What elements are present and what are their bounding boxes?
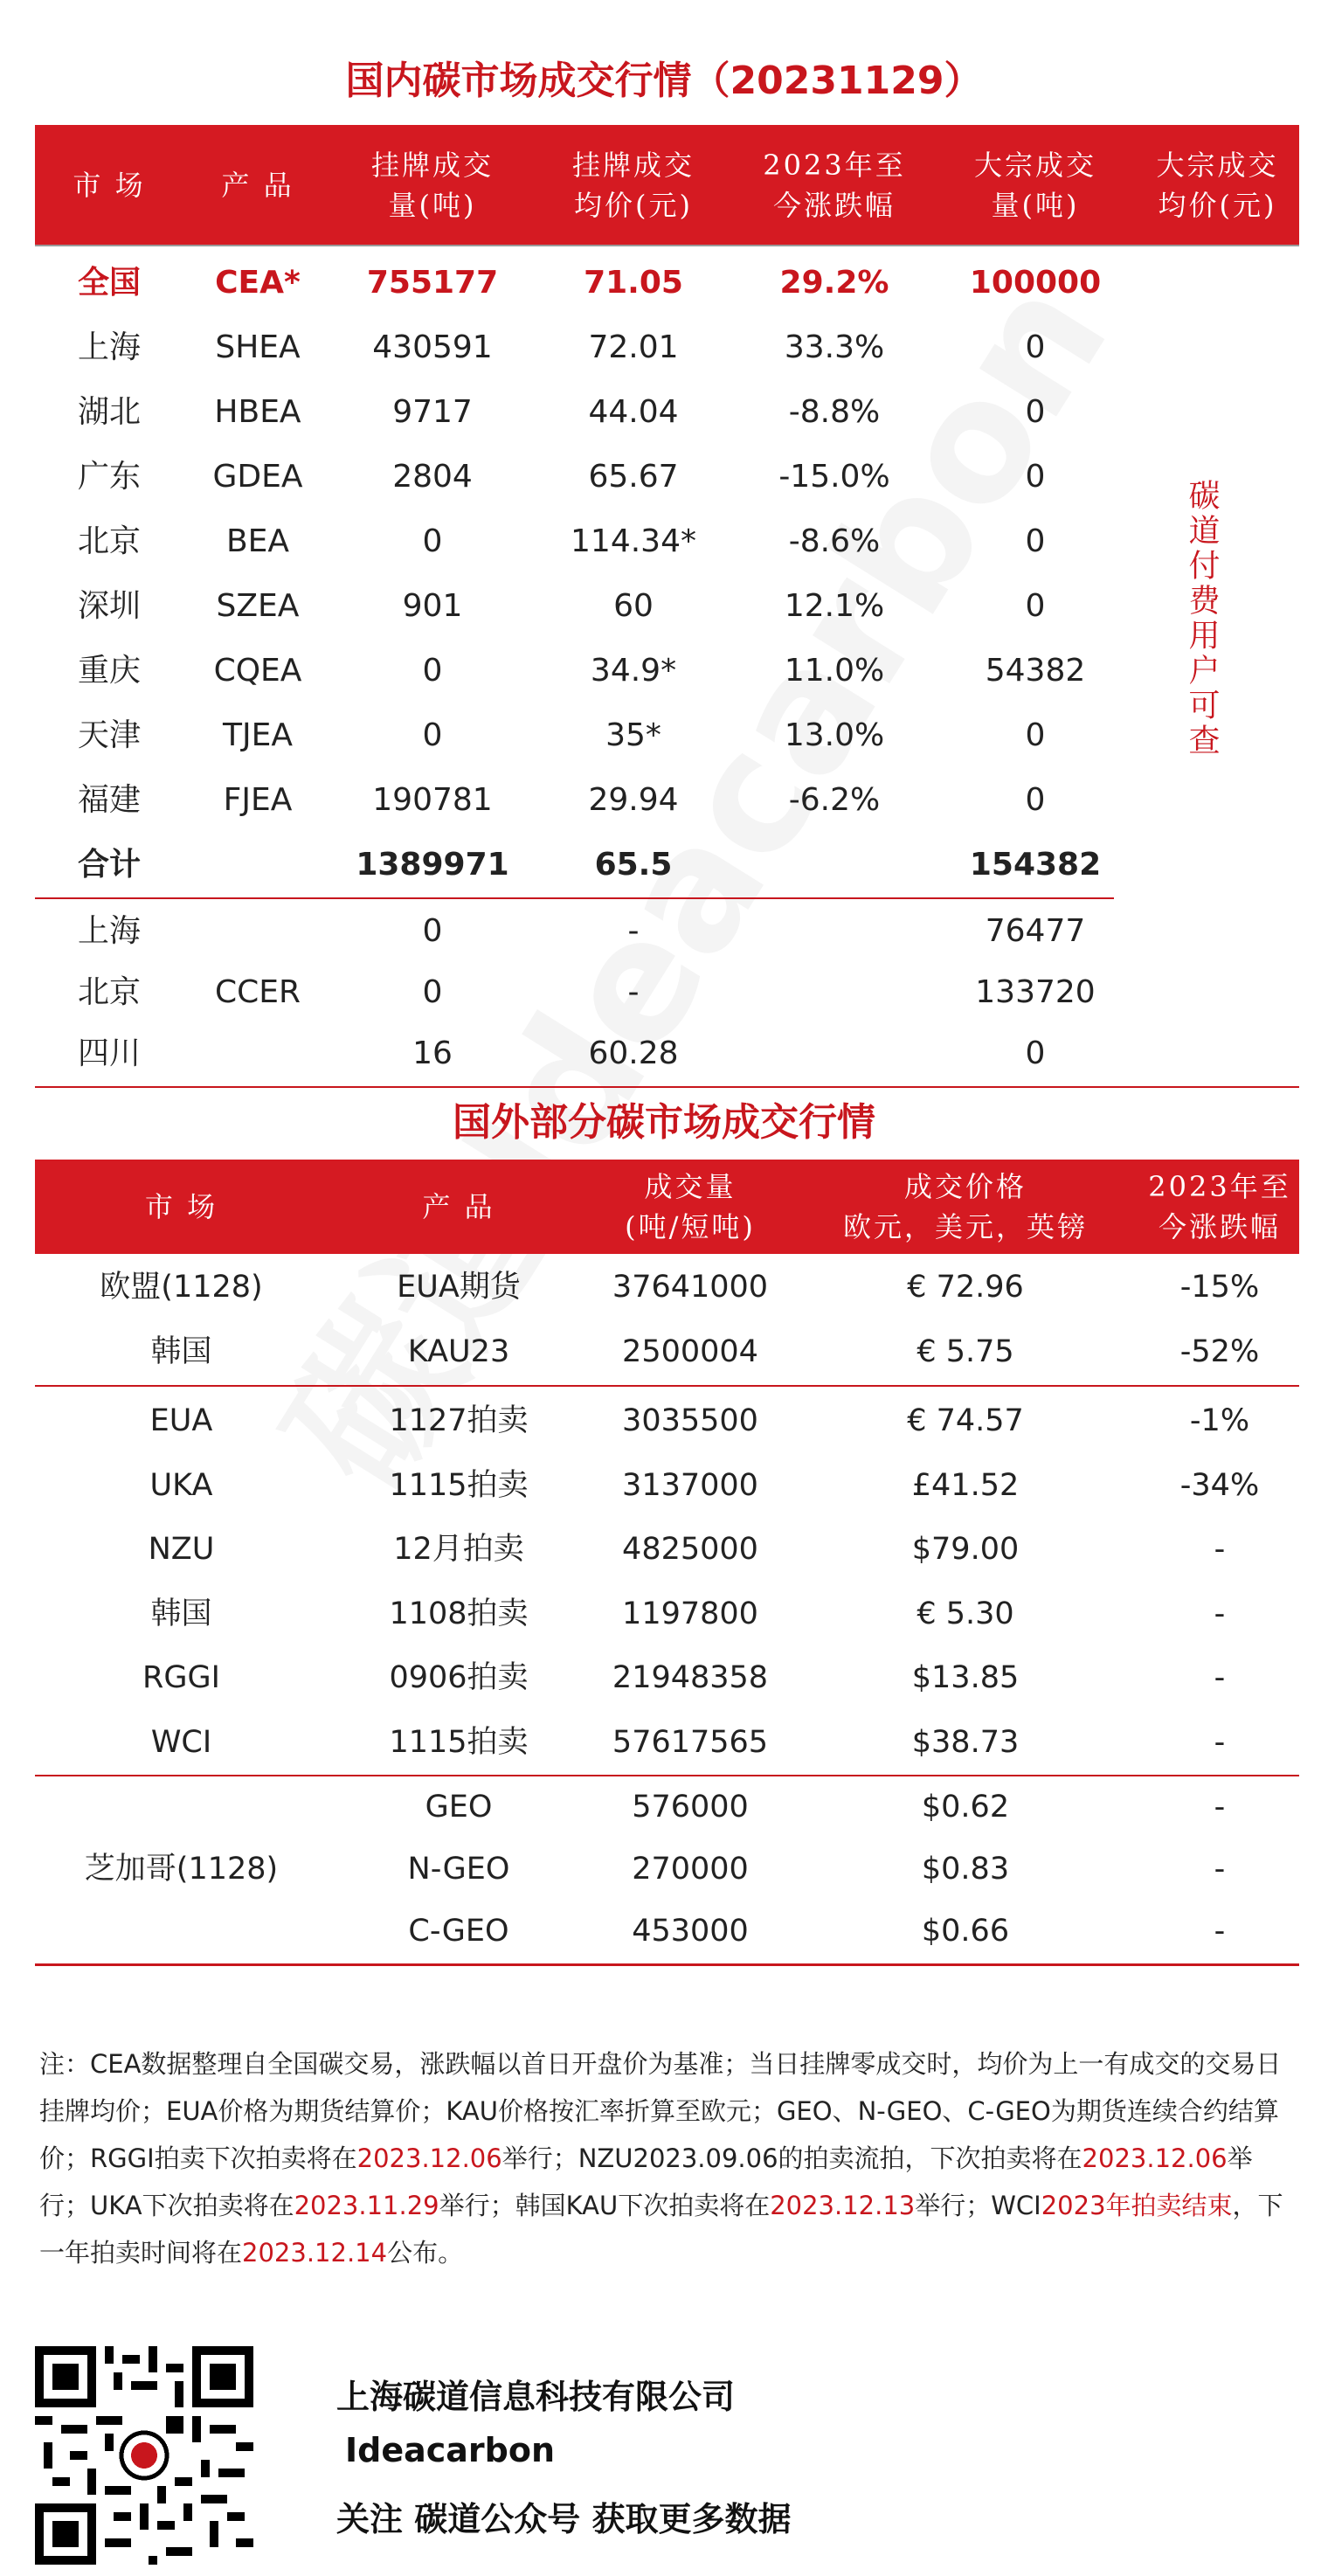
chicago-row xyxy=(35,1776,1299,1839)
cell-change: -8.8% xyxy=(788,394,881,430)
total-volume: 1389971 xyxy=(356,847,509,883)
cell-volume: 453000 xyxy=(632,1914,749,1949)
cell-bulk: 0 xyxy=(1025,782,1046,818)
table-row xyxy=(35,1582,1299,1646)
cell-product: SHEA xyxy=(215,329,301,365)
total-price: 65.5 xyxy=(594,847,673,883)
cell-market: UKA xyxy=(149,1467,213,1503)
cell-price: $38.73 xyxy=(911,1724,1020,1760)
foreign-title: 国外部分碳市场成交行情 xyxy=(453,1100,875,1145)
cell-market: RGGI xyxy=(142,1660,220,1695)
table-row xyxy=(35,315,1299,380)
cell-market: 上海 xyxy=(77,329,141,365)
cell-change: - xyxy=(1214,1852,1226,1887)
table-row xyxy=(35,639,1299,703)
cell-change: -15.0% xyxy=(778,459,890,495)
table-row xyxy=(35,1389,1299,1453)
note-date: 2023.12.13 xyxy=(770,2191,916,2220)
cell-product: KAU23 xyxy=(407,1333,510,1369)
cell-change: -34% xyxy=(1179,1467,1260,1503)
cell-bulk: 0 xyxy=(1025,394,1046,430)
table-row xyxy=(35,1646,1299,1710)
cell-change: - xyxy=(1214,1596,1226,1631)
brand-name: Ideacarbon xyxy=(345,2431,556,2469)
cell-market: 上海 xyxy=(77,913,141,949)
cell-volume: 37641000 xyxy=(612,1270,769,1305)
divider xyxy=(35,897,1114,899)
table-row xyxy=(35,380,1299,445)
follow-text: 关注 碳道公众号 获取更多数据 xyxy=(336,2500,792,2538)
cell-product: CQEA xyxy=(213,653,302,689)
header-bulk-volume: 大宗成交 量(吨) xyxy=(973,148,1096,222)
cell-price: 72.01 xyxy=(588,329,679,365)
cell-volume: 576000 xyxy=(632,1790,749,1825)
cell-price: € 72.96 xyxy=(907,1270,1024,1305)
cell-bulk: 0 xyxy=(1025,717,1046,753)
cell-market: 重庆 xyxy=(77,653,141,689)
divider xyxy=(35,1086,1299,1088)
cell-market: 欧盟(1128) xyxy=(100,1270,263,1305)
note-date: 2023.11.29 xyxy=(294,2191,439,2220)
cell-price: € 5.30 xyxy=(916,1596,1014,1631)
cell-product: C-GEO xyxy=(408,1914,509,1949)
note-text: 举行；NZU2023.09.06的拍卖流拍，下次拍卖将在 xyxy=(501,2143,1082,2173)
cell-market: 韩国 xyxy=(150,1596,212,1631)
cell-volume: 755177 xyxy=(366,265,499,301)
cell-price: 114.34* xyxy=(571,523,696,559)
header-listed-volume: 挂牌成交 量(吨) xyxy=(370,148,494,222)
cell-change: 13.0% xyxy=(784,717,885,753)
footnote xyxy=(39,2040,1297,2276)
cell-market: 天津 xyxy=(77,717,141,753)
note-text: 公布。 xyxy=(387,2238,464,2268)
cell-market: 深圳 xyxy=(77,588,141,624)
fheader-product: 产 品 xyxy=(422,1190,495,1223)
table-row xyxy=(35,703,1299,768)
note-text: 举行；UKA下次拍卖将在 xyxy=(39,2143,1253,2220)
cell-market: 广东 xyxy=(77,459,141,495)
cell-price: 71.05 xyxy=(584,265,683,301)
cell-volume: 57617565 xyxy=(612,1724,769,1760)
cell-bulk: 76477 xyxy=(985,913,1086,949)
cell-product: SZEA xyxy=(216,588,300,624)
domestic-table-header xyxy=(35,125,1299,245)
table-row xyxy=(35,509,1299,574)
cell-market: EUA xyxy=(149,1403,213,1438)
table-row xyxy=(35,1256,1299,1319)
cell-bulk: 54382 xyxy=(985,653,1086,689)
cell-product: 0906拍卖 xyxy=(389,1660,529,1695)
cell-product: BEA xyxy=(225,523,290,559)
cell-product: EUA期货 xyxy=(397,1270,521,1305)
table-row xyxy=(35,1320,1299,1384)
cell-price: £41.52 xyxy=(911,1467,1020,1503)
table-row xyxy=(35,1454,1299,1518)
cell-change: - xyxy=(1214,1790,1226,1825)
cell-volume: 0 xyxy=(422,913,443,949)
fheader-market: 市 场 xyxy=(144,1190,218,1223)
cell-product: GDEA xyxy=(212,459,303,495)
cell-price: € 5.75 xyxy=(916,1333,1014,1369)
cell-price: 65.67 xyxy=(588,459,679,495)
cell-market: 四川 xyxy=(77,1035,141,1071)
cell-bulk: 100000 xyxy=(969,265,1102,301)
note-text: 举行；WCI xyxy=(915,2191,1041,2220)
cell-change: -15% xyxy=(1179,1270,1260,1305)
cell-price: 60.28 xyxy=(588,1035,679,1071)
cell-change: 11.0% xyxy=(784,653,885,689)
cell-product: 1108拍卖 xyxy=(389,1596,529,1631)
cell-volume: 0 xyxy=(422,523,443,559)
cell-volume: 190781 xyxy=(372,782,493,818)
table-row xyxy=(35,251,1299,315)
cell-price: $0.66 xyxy=(921,1914,1010,1949)
cell-volume: 0 xyxy=(422,717,443,753)
header-market: 市 场 xyxy=(73,168,146,202)
cell-change: - xyxy=(1214,1724,1226,1760)
cell-change: -6.2% xyxy=(788,782,881,818)
fheader-ytd-change: 2023年至 今涨跌幅 xyxy=(1148,1170,1291,1243)
cell-price: 34.9* xyxy=(590,653,677,689)
paid-user-note: 碳道付费用户可查 xyxy=(1184,479,1220,758)
cell-change: - xyxy=(1214,1660,1226,1695)
cell-product: HBEA xyxy=(214,394,301,430)
cell-market: NZU xyxy=(148,1532,215,1567)
qr-code-icon xyxy=(35,2346,253,2565)
cell-volume: 2500004 xyxy=(622,1333,758,1369)
ccer-row xyxy=(35,901,1299,962)
total-label: 合计 xyxy=(77,847,141,883)
cell-market: 福建 xyxy=(77,782,141,818)
table-row xyxy=(35,574,1299,639)
cell-product: 1115拍卖 xyxy=(389,1467,529,1503)
header-product: 产 品 xyxy=(221,168,294,202)
cell-market: 湖北 xyxy=(77,394,141,430)
cell-volume: 21948358 xyxy=(612,1660,769,1695)
cell-volume: 3035500 xyxy=(622,1403,758,1438)
cell-price: 44.04 xyxy=(588,394,679,430)
cell-product: CEA* xyxy=(215,265,301,301)
cell-volume: 1197800 xyxy=(622,1596,758,1631)
cell-volume: 270000 xyxy=(632,1852,749,1887)
cell-bulk: 133720 xyxy=(975,974,1096,1010)
table-row xyxy=(35,1518,1299,1582)
cell-price: - xyxy=(627,913,640,949)
cell-volume: 3137000 xyxy=(622,1467,758,1503)
cell-volume: 0 xyxy=(422,653,443,689)
fheader-volume: 成交量 (吨/短吨) xyxy=(625,1170,756,1243)
cell-change: 12.1% xyxy=(784,588,885,624)
cell-volume: 4825000 xyxy=(622,1532,758,1567)
cell-product: 1127拍卖 xyxy=(389,1403,529,1438)
cell-bulk: 0 xyxy=(1025,1035,1046,1071)
cell-price: $13.85 xyxy=(911,1660,1020,1695)
cell-price: $0.83 xyxy=(921,1852,1010,1887)
cell-price: 29.94 xyxy=(588,782,679,818)
cell-price: - xyxy=(627,974,640,1010)
cell-volume: 430591 xyxy=(372,329,493,365)
cell-market: 全国 xyxy=(77,265,141,301)
table-row xyxy=(35,1711,1299,1775)
chicago-row xyxy=(35,1901,1299,1963)
cell-volume: 2804 xyxy=(392,459,473,495)
cell-product: FJEA xyxy=(223,782,293,818)
cell-change: -8.6% xyxy=(788,523,881,559)
cell-market: 韩国 xyxy=(150,1333,212,1369)
cell-product: TJEA xyxy=(223,717,293,753)
domestic-title: 国内碳市场成交行情（20231129） xyxy=(345,59,983,103)
ccer-row xyxy=(35,1023,1299,1084)
note-text: 注：CEA数据整理自全国碳交易，涨跌幅以首日开盘价为基准；当日挂牌零成交时，均价为上一有成交的交易日挂牌均价；EUA价格为期货结算价；KAU价格按汇率折算至欧元；GEO、N-GEO、C-GEO为期货连续合约结算价；RGGI拍卖下次拍卖将在 xyxy=(39,2049,1282,2173)
fheader-price: 成交价格 欧元，美元，英镑 xyxy=(842,1170,1088,1243)
cell-market: 北京 xyxy=(77,523,141,559)
table-row xyxy=(35,768,1299,833)
note-highlight: 2023年拍卖结束 xyxy=(1041,2191,1233,2220)
cell-change: 29.2% xyxy=(779,265,889,301)
cell-price: $0.62 xyxy=(921,1790,1010,1825)
cell-price: 35* xyxy=(605,717,661,753)
cell-market: WCI xyxy=(150,1724,212,1760)
cell-change: -1% xyxy=(1189,1403,1250,1438)
divider xyxy=(35,245,1299,246)
cell-product: N-GEO xyxy=(407,1852,510,1887)
header-listed-price: 挂牌成交 均价(元) xyxy=(571,148,695,222)
company-name: 上海碳道信息科技有限公司 xyxy=(336,2378,736,2416)
cell-bulk: 0 xyxy=(1025,329,1046,365)
cell-bulk: 0 xyxy=(1025,523,1046,559)
divider xyxy=(35,1385,1299,1387)
cell-product: 1115拍卖 xyxy=(389,1724,529,1760)
cell-change: - xyxy=(1214,1532,1226,1567)
cell-price: 60 xyxy=(613,588,654,624)
cell-market: 北京 xyxy=(77,974,141,1010)
total-bulk: 154382 xyxy=(969,847,1102,883)
total-row xyxy=(35,833,1299,897)
header-ytd-change: 2023年至 今涨跌幅 xyxy=(763,148,906,222)
cell-volume: 0 xyxy=(422,974,443,1010)
divider xyxy=(35,1963,1299,1966)
note-date: 2023.12.06 xyxy=(356,2143,502,2173)
cell-change: -52% xyxy=(1179,1333,1260,1369)
cell-product: 12月拍卖 xyxy=(393,1532,524,1567)
chicago-market: 芝加哥(1128) xyxy=(84,1852,279,1887)
note-text: ，下一年拍卖时间将在 xyxy=(39,2191,1283,2268)
cell-bulk: 0 xyxy=(1025,588,1046,624)
cell-product: GEO xyxy=(425,1790,493,1825)
cell-volume: 16 xyxy=(412,1035,453,1071)
note-text: 举行；韩国KAU下次拍卖将在 xyxy=(439,2191,771,2220)
foreign-table-header xyxy=(35,1160,1299,1254)
header-bulk-price: 大宗成交 均价(元) xyxy=(1156,148,1279,222)
cell-bulk: 0 xyxy=(1025,459,1046,495)
cell-volume: 9717 xyxy=(392,394,473,430)
cell-price: € 74.57 xyxy=(907,1403,1024,1438)
cell-change: 33.3% xyxy=(784,329,885,365)
ccer-product: CCER xyxy=(214,974,301,1010)
cell-volume: 901 xyxy=(402,588,463,624)
table-row xyxy=(35,445,1299,509)
note-date: 2023.12.06 xyxy=(1082,2143,1228,2173)
cell-price: $79.00 xyxy=(911,1532,1020,1567)
cell-change: - xyxy=(1214,1914,1226,1949)
note-date: 2023.12.14 xyxy=(242,2238,388,2268)
